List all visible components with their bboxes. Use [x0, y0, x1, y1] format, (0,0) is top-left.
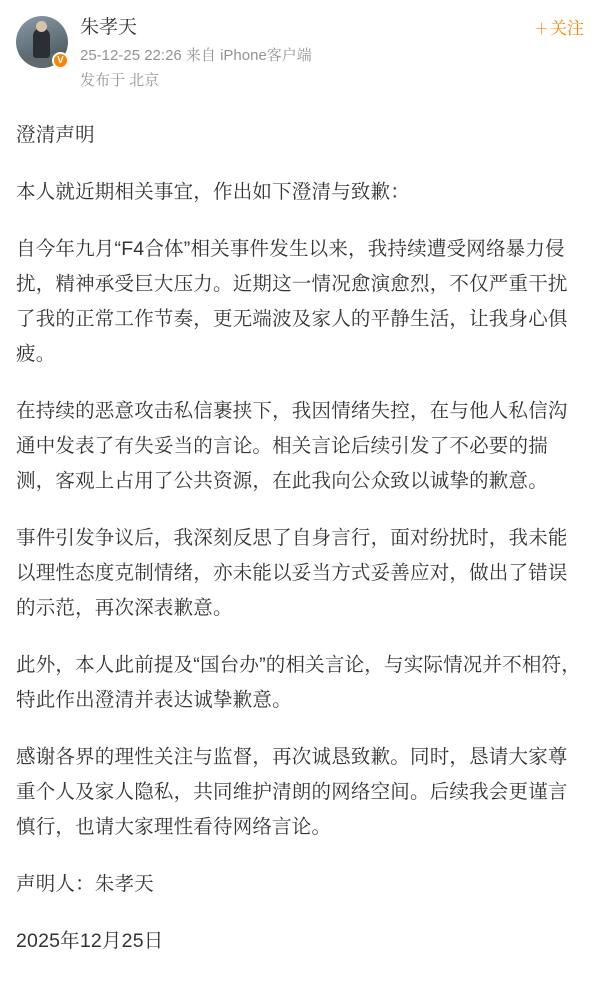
post-header: [16, 14, 584, 92]
post-paragraph-4: 此外，本人此前提及“国台办”的相关言论，与实际情况并不相符，特此作出澄清并表达诚挚歉意。: [16, 654, 581, 711]
follow-button-label: 关注: [550, 19, 584, 38]
author-name[interactable]: 朱孝天: [80, 17, 138, 38]
post-meta: [80, 14, 584, 92]
plus-icon: ＋: [533, 21, 549, 38]
post-timestamp-line: [80, 45, 584, 67]
post-paragraph-title: 澄清声明: [16, 124, 95, 146]
post-location: 发布于 北京: [80, 72, 160, 89]
post-paragraph-3: 事件引发争议后，我深刻反思了自身言行，面对纷扰时，我未能以理性态度克制情绪，亦未能以妥当方式妥善应对，做出了错误的示范，再次深表歉意。: [16, 527, 568, 619]
post-paragraph-5: 感谢各界的理性关注与监督，再次诚恳致歉。同时，恳请大家尊重个人及家人隐私，共同维护清朗的网络空间。后续我会更谨言慎行，也请大家理性看待网络言论。: [16, 746, 568, 838]
post-source: 来自 iPhone客户端: [185, 47, 312, 64]
post-date: 2025年12月25日: [16, 930, 164, 952]
avatar[interactable]: [16, 16, 68, 68]
avatar-person-shape: [33, 28, 50, 58]
post-paragraph-1: 自今年九月“F4合体”相关事件发生以来，我持续遭受网络暴力侵扰，精神承受巨大压力。近期这一情况愈演愈烈，不仅严重干扰了我的正常工作节奏，更无端波及家人的平静生活，让我身心俱疲。: [16, 238, 568, 365]
post-paragraph-2: 在持续的恶意攻击私信裹挟下，我因情绪失控，在与他人私信沟通中发表了有失妥当的言论。相关言论后续引发了不必要的揣测，客观上占用了公共资源，在此我向公众致以诚挚的歉意。: [16, 400, 568, 492]
post-timestamp: 25-12-25 22:26: [80, 47, 182, 64]
post-content: [16, 118, 584, 959]
post-paragraph-intro: 本人就近期相关事宜，作出如下澄清与致歉：: [16, 181, 411, 203]
post-signature: 声明人：朱孝天: [16, 873, 154, 895]
verified-badge-icon: V: [52, 52, 69, 69]
follow-button[interactable]: [534, 18, 584, 41]
